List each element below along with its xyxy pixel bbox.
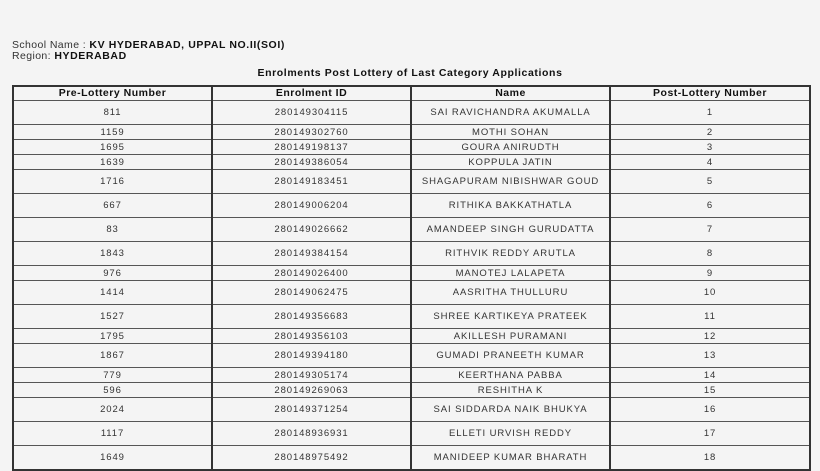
- name-cell: GUMADI PRANEETH KUMAR: [411, 344, 610, 368]
- name-cell: MANIDEEP KUMAR BHARATH: [411, 446, 610, 471]
- post-lottery-cell: 12: [610, 329, 810, 344]
- enrolment-id-cell: 280149356683: [212, 305, 411, 329]
- name-cell: MANOTEJ LALAPETA: [411, 266, 610, 281]
- post-lottery-cell: 18: [610, 446, 810, 471]
- name-cell: AMANDEEP SINGH GURUDATTA: [411, 218, 610, 242]
- table-row: [13, 446, 810, 471]
- name-cell: AKILLESH PURAMANI: [411, 329, 610, 344]
- pre-lottery-cell: 1843: [13, 242, 212, 266]
- table-row: [13, 344, 810, 368]
- post-lottery-cell: 2: [610, 125, 810, 140]
- table-row: [13, 170, 810, 194]
- enrolment-id-cell: 280148936931: [212, 422, 411, 446]
- enrolment-id-cell: 280149198137: [212, 140, 411, 155]
- post-lottery-cell: 11: [610, 305, 810, 329]
- post-lottery-cell: 3: [610, 140, 810, 155]
- pre-lottery-cell: 1716: [13, 170, 212, 194]
- post-lottery-cell: 7: [610, 218, 810, 242]
- pre-lottery-cell: 83: [13, 218, 212, 242]
- table-row: [13, 140, 810, 155]
- name-cell: SAI RAVICHANDRA AKUMALLA: [411, 101, 610, 125]
- name-cell: AASRITHA THULLURU: [411, 281, 610, 305]
- enrolment-id-cell: 280149062475: [212, 281, 411, 305]
- pre-lottery-cell: 1527: [13, 305, 212, 329]
- table-row: [13, 368, 810, 383]
- table-row: [13, 125, 810, 140]
- enrolment-id-cell: 280149026400: [212, 266, 411, 281]
- enrolment-id-cell: 280149394180: [212, 344, 411, 368]
- enrolment-id-cell: 280149384154: [212, 242, 411, 266]
- pre-lottery-cell: 811: [13, 101, 212, 125]
- name-cell: KEERTHANA PABBA: [411, 368, 610, 383]
- enrolment-id-cell: 280149304115: [212, 101, 411, 125]
- post-lottery-cell: 14: [610, 368, 810, 383]
- pre-lottery-cell: 1795: [13, 329, 212, 344]
- enrolment-id-cell: 280149356103: [212, 329, 411, 344]
- pre-lottery-cell: 1639: [13, 155, 212, 170]
- table-row: [13, 218, 810, 242]
- enrolment-table: [12, 85, 811, 471]
- enrolment-id-cell: 280149371254: [212, 398, 411, 422]
- name-cell: ELLETI URVISH REDDY: [411, 422, 610, 446]
- enrolment-id-cell: 280149183451: [212, 170, 411, 194]
- table-row: [13, 281, 810, 305]
- pre-lottery-cell: 1649: [13, 446, 212, 471]
- enrolment-id-cell: 280149386054: [212, 155, 411, 170]
- table-row: [13, 242, 810, 266]
- enrolment-id-cell: 280149305174: [212, 368, 411, 383]
- table-row: [13, 383, 810, 398]
- enrolment-id-cell: 280149269063: [212, 383, 411, 398]
- region-label: Region:: [12, 50, 55, 62]
- table-body: [13, 101, 810, 471]
- document-title: Enrolments Post Lottery of Last Category Applications: [257, 67, 563, 79]
- name-cell: GOURA ANIRUDTH: [411, 140, 610, 155]
- table-row: [13, 305, 810, 329]
- column-header-pre-lottery: Pre-Lottery Number: [13, 86, 212, 101]
- enrolment-id-cell: 280149026662: [212, 218, 411, 242]
- pre-lottery-cell: 976: [13, 266, 212, 281]
- name-cell: RITHVIK REDDY ARUTLA: [411, 242, 610, 266]
- enrolment-id-cell: 280148975492: [212, 446, 411, 471]
- table-row: [13, 101, 810, 125]
- pre-lottery-cell: 779: [13, 368, 212, 383]
- enrolment-id-cell: 280149302760: [212, 125, 411, 140]
- name-cell: RESHITHA K: [411, 383, 610, 398]
- post-lottery-cell: 17: [610, 422, 810, 446]
- pre-lottery-cell: 1867: [13, 344, 212, 368]
- pre-lottery-cell: 1414: [13, 281, 212, 305]
- school-name-value: KV HYDERABAD, UPPAL NO.II(SOI): [89, 39, 285, 51]
- name-cell: MOTHI SOHAN: [411, 125, 610, 140]
- table-row: [13, 194, 810, 218]
- table-row: [13, 155, 810, 170]
- pre-lottery-cell: 1159: [13, 125, 212, 140]
- post-lottery-cell: 9: [610, 266, 810, 281]
- table-header-row: [13, 86, 810, 101]
- post-lottery-cell: 13: [610, 344, 810, 368]
- pre-lottery-cell: 2024: [13, 398, 212, 422]
- post-lottery-cell: 8: [610, 242, 810, 266]
- school-name-label: School Name :: [12, 39, 90, 51]
- post-lottery-cell: 4: [610, 155, 810, 170]
- pre-lottery-cell: 1117: [13, 422, 212, 446]
- name-cell: KOPPULA JATIN: [411, 155, 610, 170]
- column-header-enrolment-id: Enrolment ID: [212, 86, 411, 101]
- enrolment-id-cell: 280149006204: [212, 194, 411, 218]
- post-lottery-cell: 1: [610, 101, 810, 125]
- post-lottery-cell: 15: [610, 383, 810, 398]
- post-lottery-cell: 5: [610, 170, 810, 194]
- region-value: HYDERABAD: [54, 50, 127, 62]
- post-lottery-cell: 16: [610, 398, 810, 422]
- table-row: [13, 329, 810, 344]
- pre-lottery-cell: 596: [13, 383, 212, 398]
- table-row: [13, 398, 810, 422]
- table-row: [13, 266, 810, 281]
- post-lottery-cell: 6: [610, 194, 810, 218]
- pre-lottery-cell: 1695: [13, 140, 212, 155]
- name-cell: SHREE KARTIKEYA PRATEEK: [411, 305, 610, 329]
- name-cell: SAI SIDDARDA NAIK BHUKYA: [411, 398, 610, 422]
- column-header-name: Name: [411, 86, 610, 101]
- post-lottery-cell: 10: [610, 281, 810, 305]
- pre-lottery-cell: 667: [13, 194, 212, 218]
- region-line: [12, 51, 285, 62]
- document-meta: [12, 40, 285, 62]
- table-row: [13, 422, 810, 446]
- name-cell: RITHIKA BAKKATHATLA: [411, 194, 610, 218]
- column-header-post-lottery: Post-Lottery Number: [610, 86, 810, 101]
- name-cell: SHAGAPURAM NIBISHWAR GOUD: [411, 170, 610, 194]
